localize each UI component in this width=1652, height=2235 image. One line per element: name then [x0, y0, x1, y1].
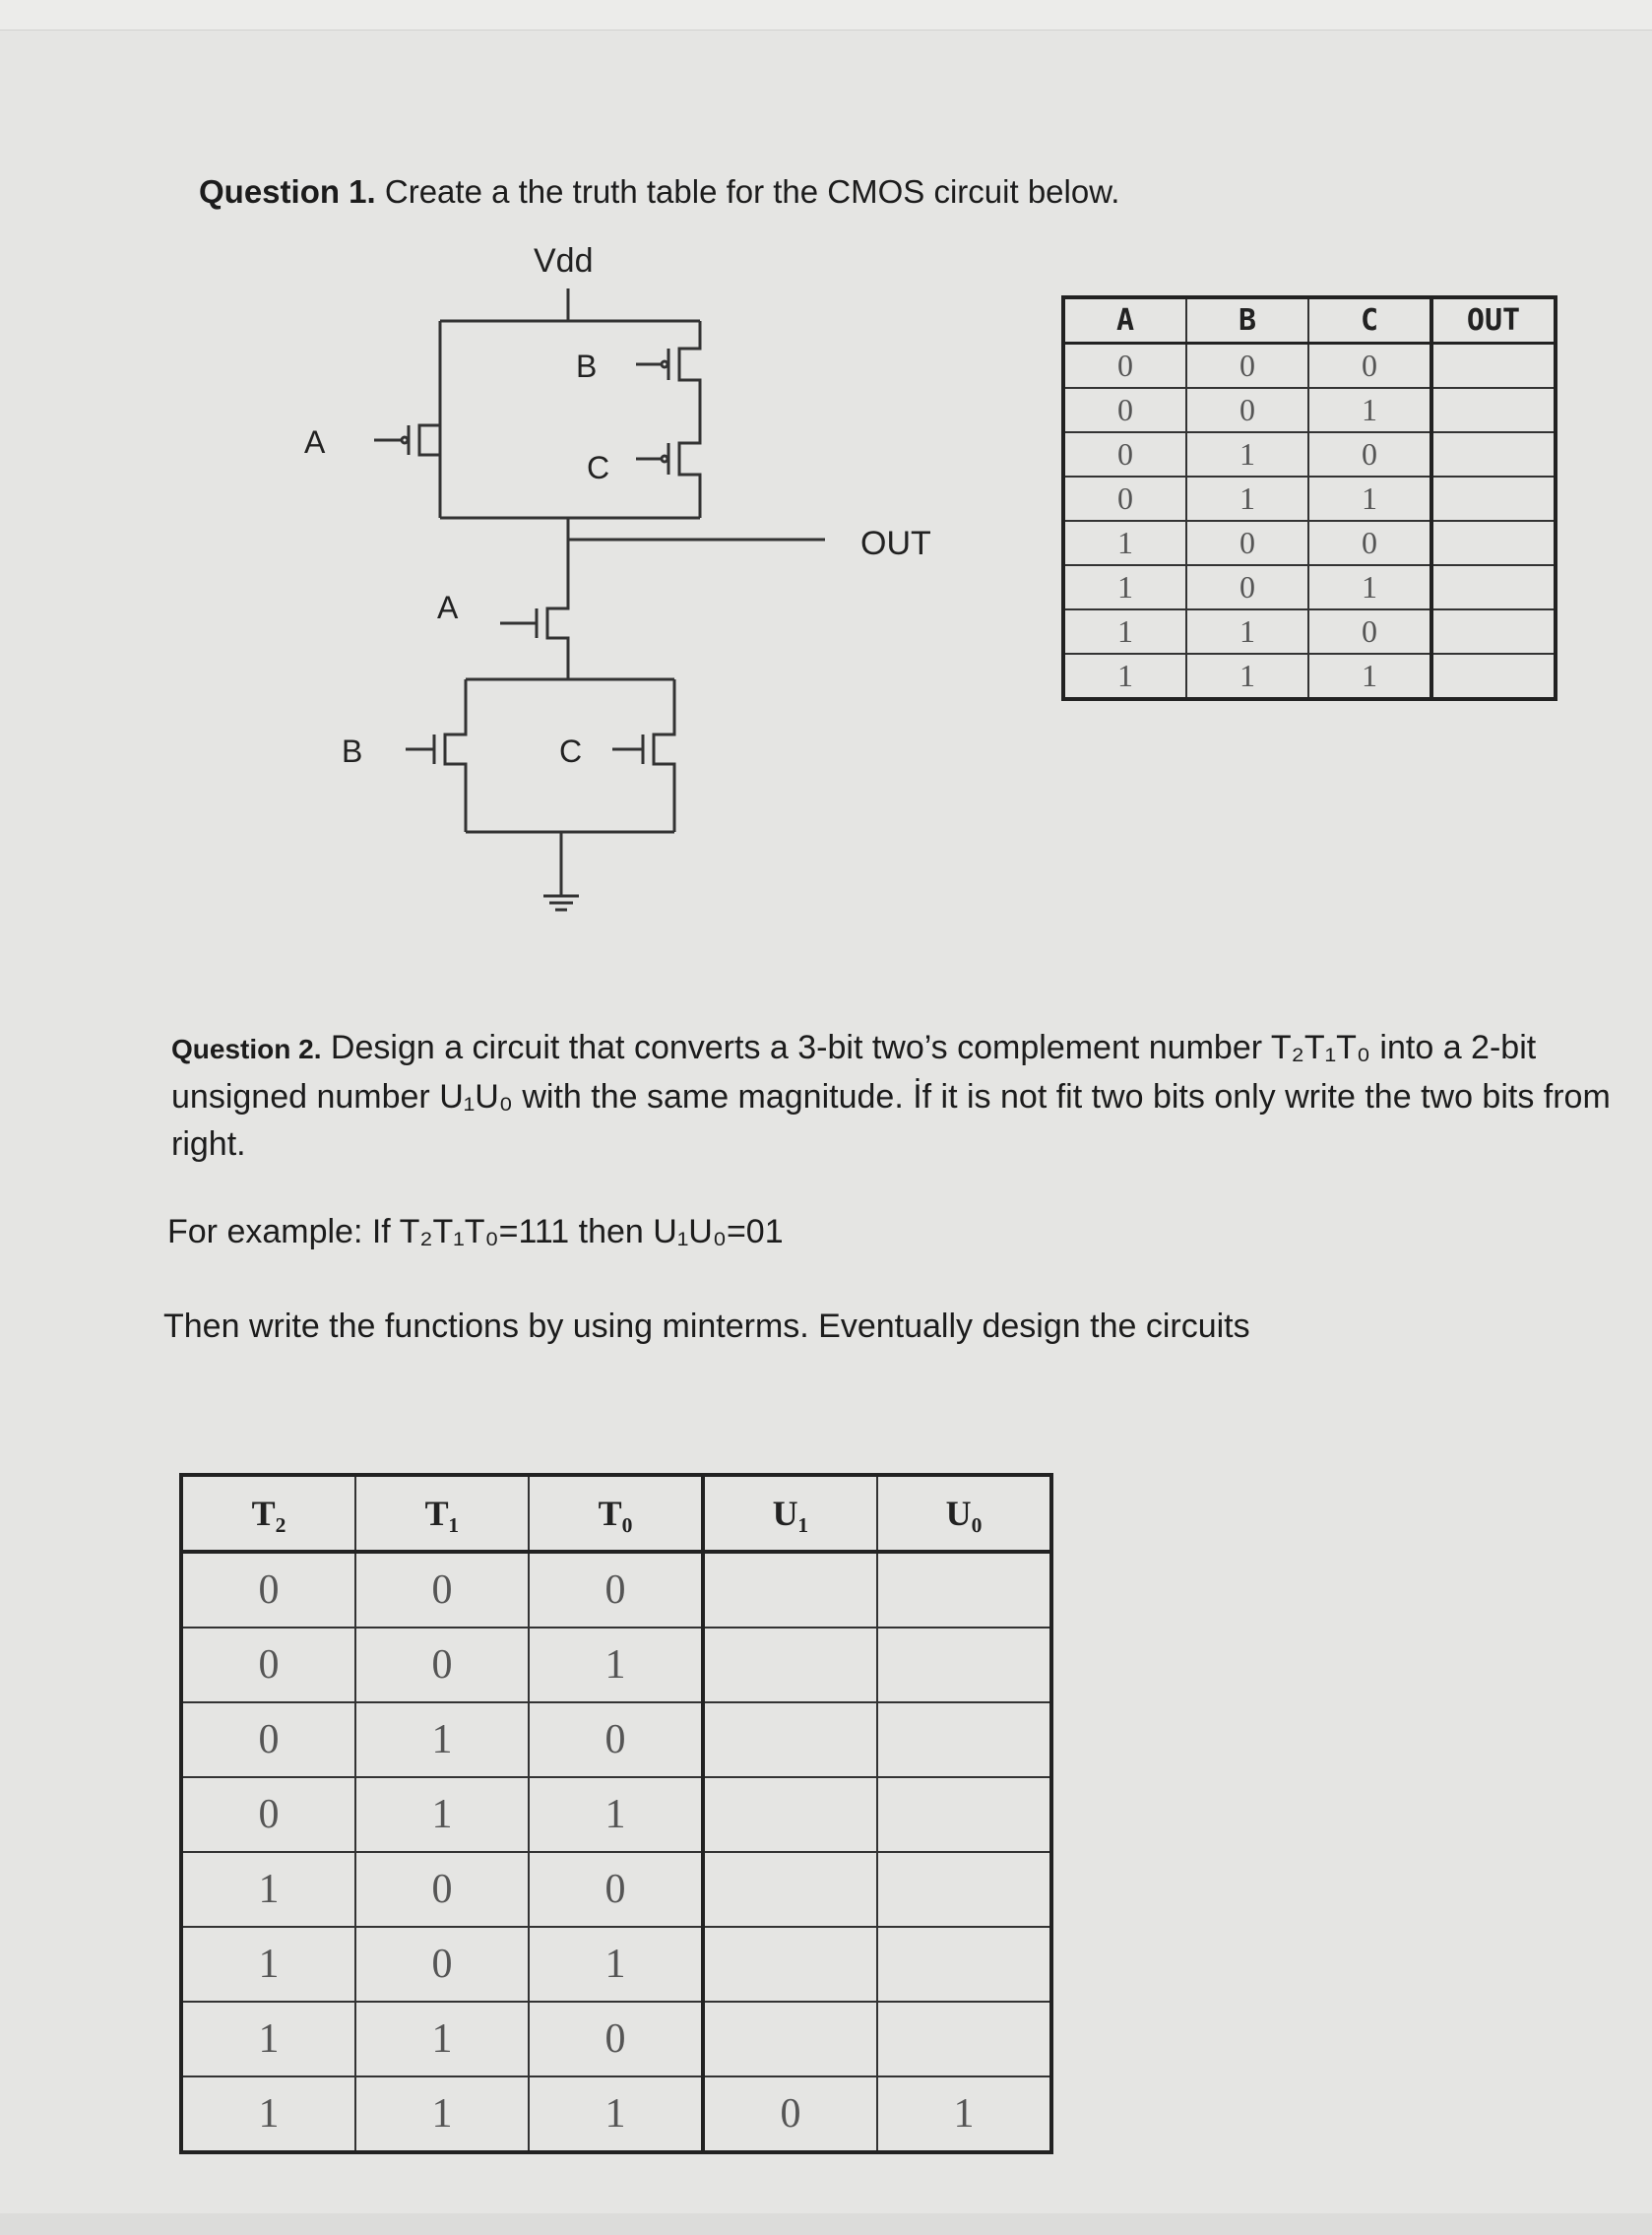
header-b: B	[1186, 297, 1308, 344]
gate-label-nmos-a: A	[437, 590, 459, 625]
u-variable: U₁U₀	[439, 1078, 513, 1116]
u1-cell	[703, 2002, 877, 2076]
u0-cell	[877, 1552, 1051, 1628]
c-cell: 1	[1308, 388, 1431, 432]
question-1-label: Question 1.	[199, 173, 376, 210]
b-cell: 0	[1186, 521, 1308, 565]
gate-label-nmos-b: B	[342, 734, 363, 769]
out-cell	[1431, 388, 1556, 432]
c-cell: 0	[1308, 432, 1431, 477]
t2-cell: 1	[181, 1927, 355, 2002]
truth-table-abc	[1061, 295, 1557, 701]
t2-cell: 0	[181, 1702, 355, 1777]
t2-cell: 0	[181, 1777, 355, 1852]
header-c: C	[1308, 297, 1431, 344]
u0-cell	[877, 1927, 1051, 2002]
t2-cell: 1	[181, 1852, 355, 1927]
c-cell: 0	[1308, 609, 1431, 654]
c-cell: 1	[1308, 654, 1431, 699]
b-cell: 1	[1186, 654, 1308, 699]
table-row	[1063, 432, 1556, 477]
gate-label-pmos-a: A	[304, 424, 326, 460]
out-cell	[1431, 521, 1556, 565]
b-cell: 1	[1186, 432, 1308, 477]
table-row	[181, 2076, 1051, 2152]
question-2-text-c: with the same magnitude. İf it is not fit two bits only write the two bits from right.	[171, 1078, 1611, 1163]
table-row	[1063, 565, 1556, 609]
out-cell	[1431, 344, 1556, 389]
question-2	[171, 1024, 1628, 1168]
header-u0: U₀	[877, 1475, 1051, 1552]
table-row	[1063, 654, 1556, 699]
b-cell: 1	[1186, 609, 1308, 654]
a-cell: 0	[1063, 432, 1186, 477]
u1-cell	[703, 1552, 877, 1628]
a-cell: 1	[1063, 521, 1186, 565]
instruction-text: Then write the functions by using minterms. Eventually design the circuits	[163, 1308, 1250, 1345]
t2-cell: 0	[181, 1628, 355, 1702]
u0-cell	[877, 1852, 1051, 1927]
t1-cell: 1	[355, 1777, 529, 1852]
u1-cell	[703, 1628, 877, 1702]
header-a: A	[1063, 297, 1186, 344]
t1-cell: 0	[355, 1927, 529, 2002]
a-cell: 0	[1063, 388, 1186, 432]
a-cell: 1	[1063, 609, 1186, 654]
t0-cell: 1	[529, 1927, 703, 2002]
a-cell: 0	[1063, 477, 1186, 521]
t0-cell: 1	[529, 2076, 703, 2152]
out-label: OUT	[860, 525, 931, 562]
table-row	[181, 1927, 1051, 2002]
t2-cell: 1	[181, 2076, 355, 2152]
u1-cell	[703, 1702, 877, 1777]
t1-cell: 1	[355, 1702, 529, 1777]
header-u1: U₁	[703, 1475, 877, 1552]
truth-table-conversion	[179, 1473, 1053, 2154]
table-row	[181, 2002, 1051, 2076]
table-row	[181, 1628, 1051, 1702]
t0-cell: 1	[529, 1628, 703, 1702]
t2-cell: 0	[181, 1552, 355, 1628]
c-cell: 1	[1308, 477, 1431, 521]
header-t0: T₀	[529, 1475, 703, 1552]
question-2-label: Question 2.	[171, 1034, 322, 1064]
gate-label-nmos-c: C	[559, 734, 583, 769]
gate-label-pmos-b: B	[576, 349, 598, 384]
t1-cell: 0	[355, 1628, 529, 1702]
t1-cell: 0	[355, 1552, 529, 1628]
t1-cell: 1	[355, 2002, 529, 2076]
gate-label-pmos-c: C	[587, 450, 610, 485]
t0-cell: 0	[529, 1852, 703, 1927]
u0-cell	[877, 1777, 1051, 1852]
u1-cell	[703, 1852, 877, 1927]
u1-cell	[703, 1777, 877, 1852]
t0-cell: 1	[529, 1777, 703, 1852]
table-row	[181, 1702, 1051, 1777]
u1-cell	[703, 1927, 877, 2002]
c-cell: 0	[1308, 521, 1431, 565]
b-cell: 0	[1186, 344, 1308, 389]
u0-cell	[877, 2002, 1051, 2076]
a-cell: 0	[1063, 344, 1186, 389]
u0-cell	[877, 1628, 1051, 1702]
t2-cell: 1	[181, 2002, 355, 2076]
a-cell: 1	[1063, 654, 1186, 699]
a-cell: 1	[1063, 565, 1186, 609]
question-2-text-b: into a 2-bit unsigned number	[171, 1029, 1537, 1116]
bottom-band	[0, 2213, 1652, 2235]
out-cell	[1431, 565, 1556, 609]
table-row	[181, 1777, 1051, 1852]
table-row	[181, 1552, 1051, 1628]
t-variable: T₂T₁T₀	[1270, 1029, 1370, 1066]
c-cell: 1	[1308, 565, 1431, 609]
b-cell: 0	[1186, 565, 1308, 609]
t1-cell: 1	[355, 2076, 529, 2152]
t1-cell: 0	[355, 1852, 529, 1927]
table-row	[1063, 609, 1556, 654]
header-t2: T₂	[181, 1475, 355, 1552]
question-2-text-a: Design a circuit that converts a 3-bit two’s complement number	[330, 1029, 1271, 1066]
out-cell	[1431, 609, 1556, 654]
t0-cell: 0	[529, 2002, 703, 2076]
b-cell: 0	[1186, 388, 1308, 432]
table-row	[1063, 388, 1556, 432]
b-cell: 1	[1186, 477, 1308, 521]
header-out: OUT	[1431, 297, 1556, 344]
example-text: For example: If T₂T₁T₀=111 then U₁U₀=01	[167, 1213, 784, 1250]
table-row	[1063, 521, 1556, 565]
out-cell	[1431, 654, 1556, 699]
header-t1: T₁	[355, 1475, 529, 1552]
out-cell	[1431, 477, 1556, 521]
table-row	[181, 1852, 1051, 1927]
table-row	[1063, 344, 1556, 389]
t0-cell: 0	[529, 1702, 703, 1777]
table-row	[1063, 477, 1556, 521]
question-1-text: Create a the truth table for the CMOS circuit below.	[384, 173, 1120, 210]
out-cell	[1431, 432, 1556, 477]
vdd-label: Vdd	[534, 242, 594, 280]
t0-cell: 0	[529, 1552, 703, 1628]
u1-cell: 0	[703, 2076, 877, 2152]
c-cell: 0	[1308, 344, 1431, 389]
u0-cell: 1	[877, 2076, 1051, 2152]
u0-cell	[877, 1702, 1051, 1777]
